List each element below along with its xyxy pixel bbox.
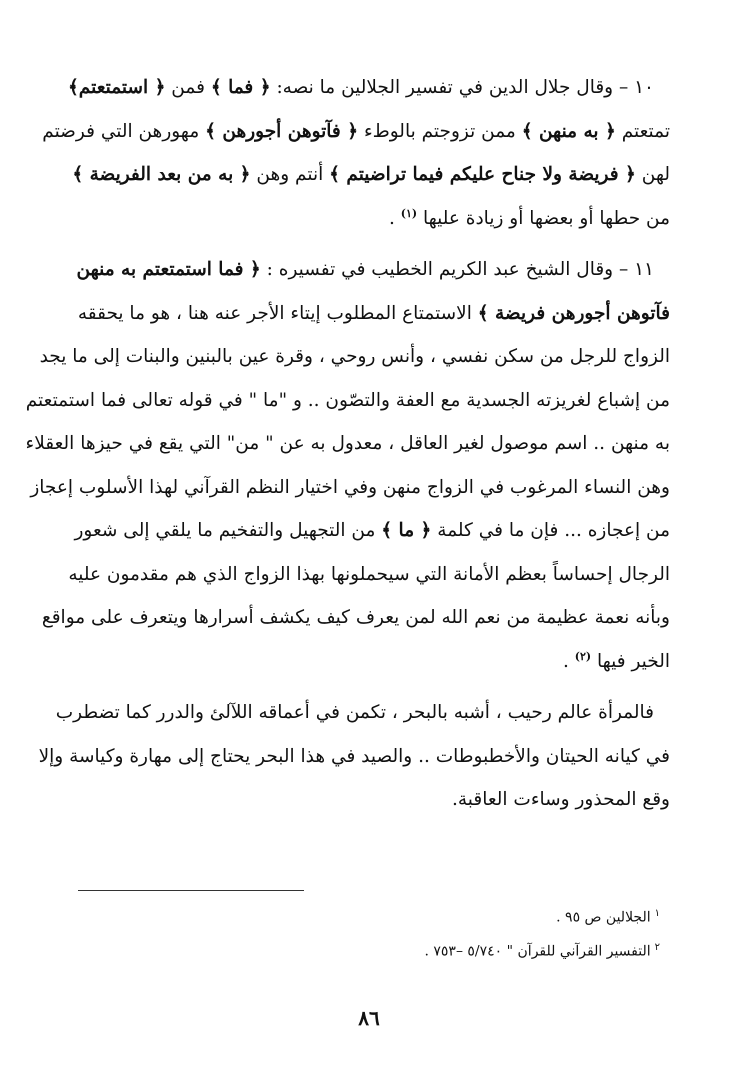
text-segment: وقع المحذور وساءت العاقبة. bbox=[451, 789, 670, 810]
text-line bbox=[68, 553, 670, 597]
text-line bbox=[41, 596, 670, 640]
text-segment: . bbox=[388, 207, 401, 229]
body-text bbox=[25, 66, 670, 822]
text-line bbox=[38, 735, 670, 779]
text-line bbox=[78, 292, 670, 336]
text-segment: وبأنه نعمة عظيمة من نعم الله لمن يعرف كيف يكشف أسرارها ويتعرف على مواقع bbox=[41, 607, 670, 628]
paragraph-gap bbox=[78, 240, 670, 248]
quran-quote: ﴿ فما استمتعتم به منهن bbox=[76, 259, 261, 280]
text-line bbox=[25, 422, 670, 466]
text-line bbox=[78, 248, 670, 292]
text-segment: ١٠ – وقال جلال الدين في تفسير الجلالين ما نصه: bbox=[270, 77, 654, 98]
quran-quote: ﴿ فما ﴾ bbox=[210, 77, 271, 98]
quran-quote: ﴿ ما ﴾ bbox=[381, 520, 432, 541]
quran-quote: ﴿ به منهن ﴾ bbox=[521, 120, 616, 142]
footnote-reference: (١) bbox=[400, 206, 418, 220]
text-segment: ممن تزوجتم بالوطء bbox=[358, 120, 522, 142]
text-segment: به منهن .. اسم موصول لغير العاقل ، معدول به عن " من" التي يقع في حيزها العقلاء bbox=[25, 433, 670, 454]
text-segment: الاستمتاع المطلوب إيتاء الأجر عنه هنا ، هو ما يحققه bbox=[77, 302, 478, 324]
footnote-reference: (٢) bbox=[574, 649, 592, 663]
text-line bbox=[25, 379, 670, 423]
text-segment: من حطها أو بعضها أو زيادة عليها bbox=[417, 207, 670, 229]
text-line bbox=[39, 335, 670, 379]
text-segment: من إعجازه ... فإن ما في كلمة bbox=[431, 520, 670, 541]
footnote-1-number: ١ bbox=[654, 908, 660, 919]
text-segment: في كيانه الحيتان والأخطبوطات .. والصيد في هذا البحر يحتاج إلى مهارة وكياسة وإلا bbox=[38, 745, 670, 767]
text-segment: من التجهيل والتفخيم ما يلقي إلى شعور bbox=[74, 520, 382, 541]
quran-quote: ﴿ به من بعد الفريضة ﴾ bbox=[72, 164, 251, 185]
footnote-1-text: الجلالين ص ٩٥ . bbox=[556, 909, 651, 926]
quran-quote: فآتوهن أجورهن فريضة ﴾ bbox=[477, 302, 670, 324]
text-segment: الرجال إحساساً بعظم الأمانة التي سيحملونها بهذا الزواج الذي هم مقدمون عليه bbox=[68, 563, 670, 585]
text-segment: تمتعتم bbox=[615, 120, 670, 142]
quran-quote: ﴿ استمتعتم﴾ bbox=[67, 77, 166, 98]
text-line bbox=[72, 153, 670, 197]
text-line bbox=[74, 509, 670, 553]
page-number: ٨٦ bbox=[358, 1006, 380, 1030]
footnote-separator bbox=[78, 890, 304, 891]
text-line bbox=[78, 640, 670, 684]
paragraph-gap bbox=[78, 683, 670, 691]
footnote-2-text: التفسير القرآني للقرآن " ٥/٧٤٠ –٧٥٣ . bbox=[424, 943, 651, 960]
text-line bbox=[30, 466, 670, 510]
text-line bbox=[55, 691, 670, 735]
footnote-2-number: ٢ bbox=[654, 942, 660, 953]
text-line bbox=[67, 66, 670, 110]
text-segment: . bbox=[563, 650, 575, 672]
text-line bbox=[42, 110, 670, 154]
text-segment: الزواج للرجل من سكن نفسي ، وأنس روحي ، وقرة عين بالبنين والبنات إلى ما يجد bbox=[39, 346, 670, 367]
text-line bbox=[78, 778, 670, 822]
text-segment: ١١ – وقال الشيخ عبد الكريم الخطيب في تفسيره : bbox=[260, 259, 654, 280]
text-segment: من إشباع لغريزته الجسدية مع العفة والتصّون .. و "ما " في قوله تعالى فما استمتعتم bbox=[25, 389, 670, 411]
text-segment: لهن bbox=[635, 164, 670, 185]
text-segment: أنتم وهن bbox=[250, 164, 330, 185]
quran-quote: ﴿ فآتوهن أجورهن ﴾ bbox=[205, 120, 359, 142]
text-segment: فالمرأة عالم رحيب ، أشبه بالبحر ، تكمن في أعماقه اللآلئ والدرر كما تضطرب bbox=[55, 702, 654, 723]
text-segment: وهن النساء المرغوب في الزواج منهن وفي اختيار النظم القرآني لهذا الأسلوب إعجاز bbox=[30, 476, 670, 498]
footnote-1 bbox=[556, 904, 660, 928]
text-segment: مهورهن التي فرضتم bbox=[42, 120, 206, 142]
text-segment: فمن bbox=[165, 77, 211, 98]
quran-quote: ﴿ فريضة ولا جناح عليكم فيما تراضيتم ﴾ bbox=[329, 164, 636, 185]
text-line bbox=[78, 197, 670, 241]
text-segment: الخير فيها bbox=[591, 650, 670, 672]
footnote-2 bbox=[424, 938, 660, 962]
